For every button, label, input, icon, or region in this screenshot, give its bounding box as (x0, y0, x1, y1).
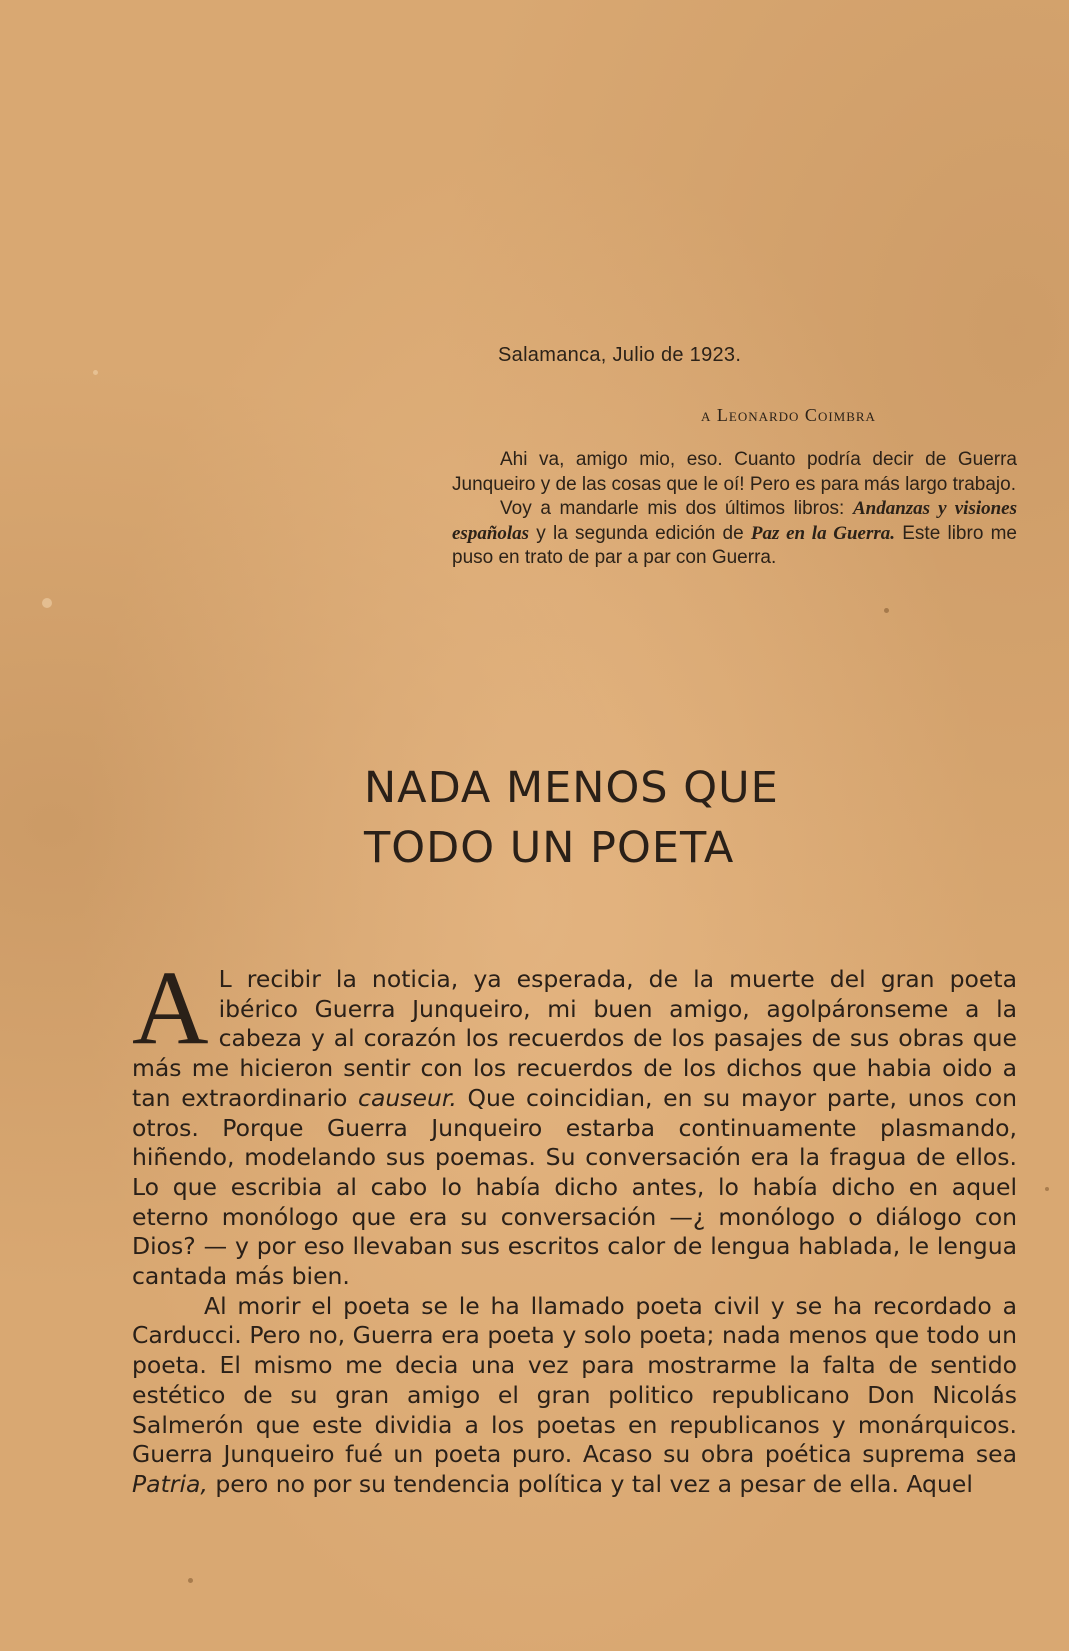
essay-paragraph-1-end: Que coincidian, en su mayor parte, unos con otros. Porque Guerra Junqueiro estarba continuamente plasmando, hiñendo, modelando sus poemas. Su conversación era la fragua de ellos. Lo que escribia al cabo lo había dicho antes, lo había dicho en aquel eterno monólogo que era su conversación —¿ monólogo o diálogo con Dios? — y por eso llevaban sus escritos calor de lengua hablada, le lengua cantada más bien. (132, 1083, 1017, 1291)
letter-dedication: a Leonardo Coimbra (701, 405, 876, 425)
paper-speck (884, 608, 889, 613)
letter-paragraph-2-end: Este libro me puso en trato de par a par con Guerra. (452, 522, 1017, 568)
essay-title-line-1: NADA MENOS QUE (364, 763, 779, 813)
essay-paragraph-2 (132, 1292, 1017, 1500)
essay-paragraph-2-start: Al morir el poeta se le ha llamado poeta civil y se ha recordado a Carducci. Pero no, Guerra era poeta y solo poeta; nada menos que todo un poeta. El mismo me decia una vez para mostrarme la falta de sentido estético de su gran amigo el gran politico republicano Don Nicolás Salmerón que este dividia a los poetas en republicanos y monárquicos. Guerra Junqueiro fué un poeta puro. Acaso su obra poética suprema sea (132, 1291, 1017, 1469)
letter-date: Salamanca, Julio de 1923. (498, 344, 742, 366)
essay-body (132, 949, 1017, 1500)
letter-paragraph-2-start: Voy a mandarle mis dos últimos libros: (500, 498, 853, 519)
essay-paragraph-1 (132, 949, 1017, 1292)
essay-paragraph-1-start: L recibir la noticia, ya esperada, de la muerte del gran poeta ibérico Guerra Junqueiro, mi buen amigo, agolpáronseme a la cabeza y al corazón los recuerdos de los pasajes de sus obras que más me hicieron sentir con los recuerdos de los dichos que habia oido a tan extraordinario (132, 965, 1017, 1112)
essay-title-line-2: TODO UN POETA (364, 823, 735, 873)
essay-title (364, 758, 779, 878)
letter-paragraph-2-mid: y la segunda edición de (529, 522, 751, 544)
essay-paragraph-2-end: pero no por su tendencia política y tal vez a pesar de ella. Aquel (207, 1469, 973, 1498)
letter-body (452, 448, 1017, 571)
paper-speck (1045, 1187, 1049, 1191)
letter-paragraph-2 (452, 497, 1017, 571)
book-title-andanzas: Andanzas y visiones españolas (452, 498, 1018, 544)
essay-italic-causeur: causeur. (358, 1083, 457, 1112)
book-title-paz: Paz en la Guerra. (750, 522, 896, 544)
paper-speck (188, 1578, 193, 1583)
essay-italic-patria: Patria, (132, 1469, 208, 1498)
paper-speck (42, 598, 52, 608)
drop-cap: A (132, 949, 209, 1066)
letter-paragraph-1: Ahi va, amigo mio, eso. Cuanto podría decir de Guerra Junqueiro y de las cosas que le oí! Pero es para más largo trabajo. (452, 449, 1017, 495)
paper-speck (93, 370, 98, 375)
